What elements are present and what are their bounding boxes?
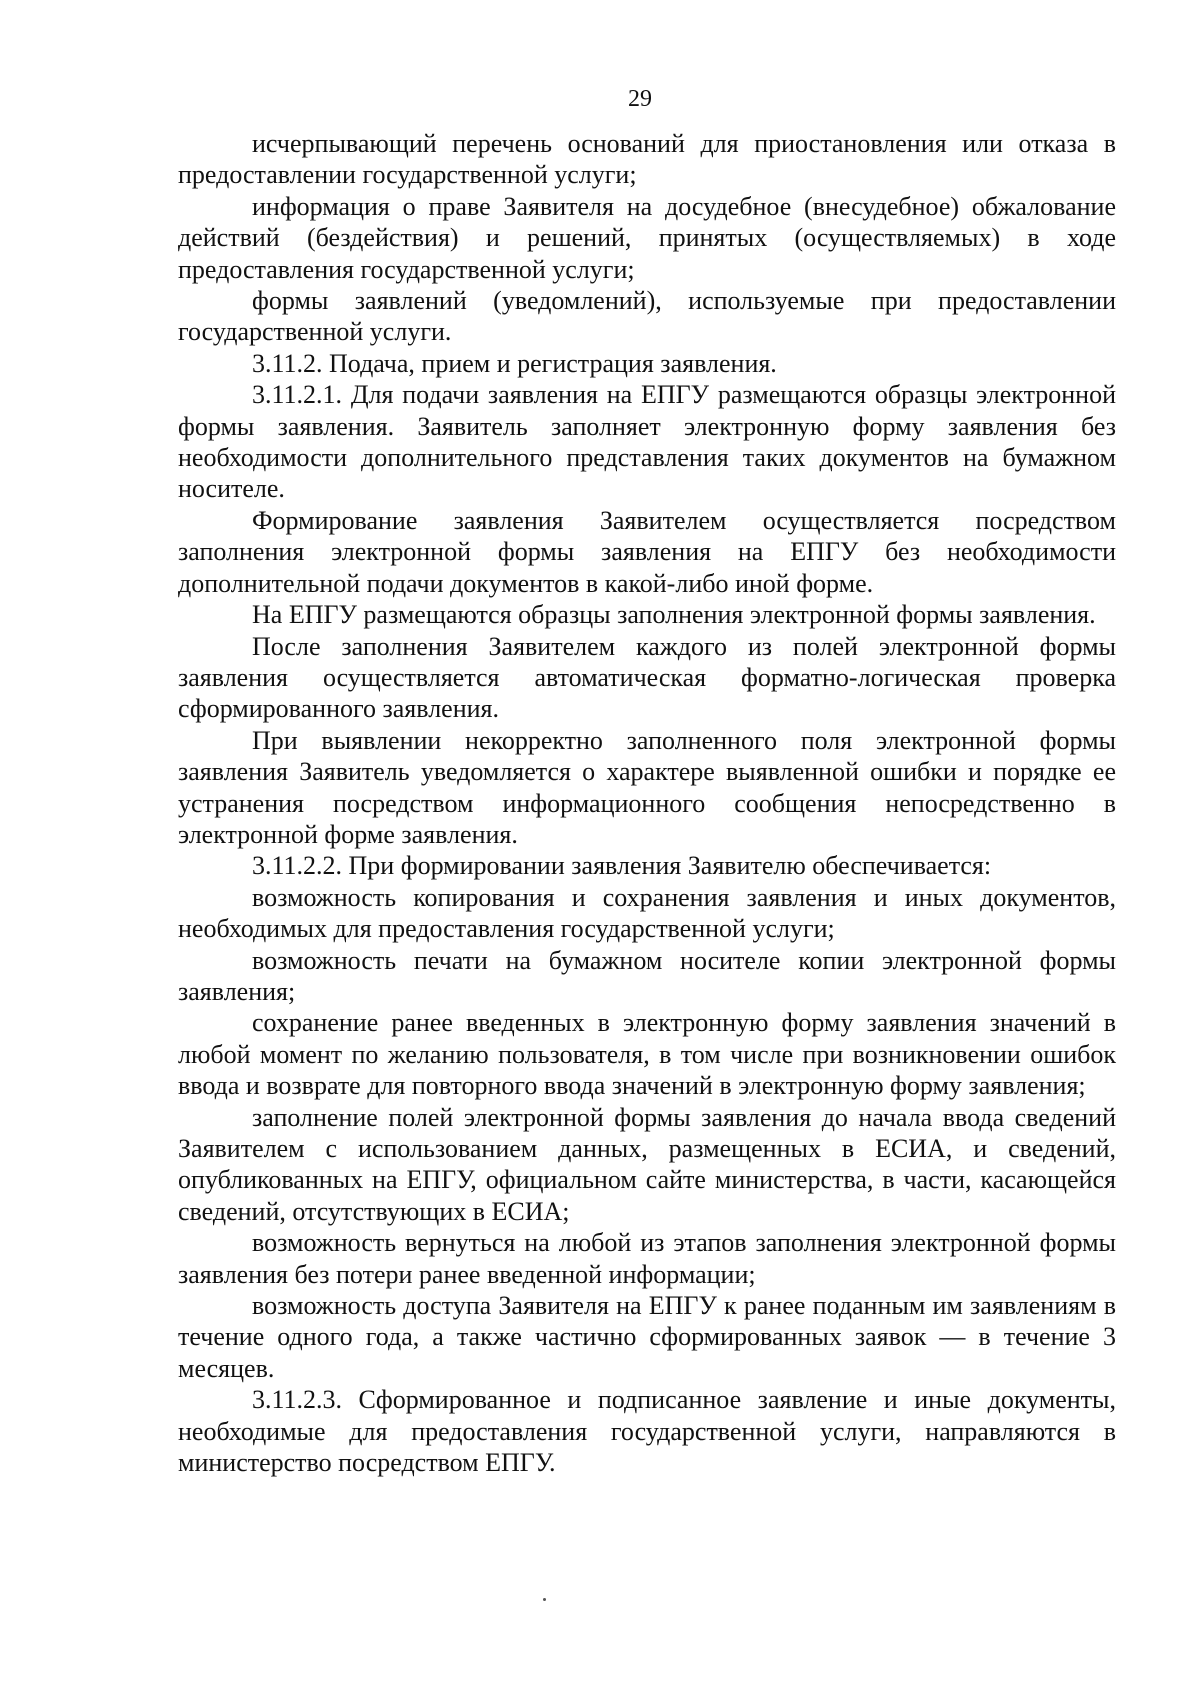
paragraph: После заполнения Заявителем каждого из полей электронной формы заявления осуществляется автоматическая форматно-логическая проверка сформированного заявления. [178,631,1116,724]
paragraph: информация о праве Заявителя на досудебное (внесудебное) обжалование действий (бездействия) и решений, принятых (осуществляемых) в ходе предоставления государственной услуги; [178,191,1116,284]
list-item: сохранение ранее введенных в электронную форму заявления значений в любой момент по желанию пользователя, в том числе при возникновении ошибок ввода и возврате для повторного ввода значений в электронную форму заявления; [178,1008,1116,1101]
list-item: возможность копирования и сохранения заявления и иных документов, необходимых для предоставления государственной услуги; [178,882,1116,944]
section-heading: 3.11.2. Подача, прием и регистрация заявления. [252,348,777,378]
paragraph: исчерпывающий перечень оснований для приостановления или отказа в предоставлении государственной услуги; [178,129,1116,190]
list-item: возможность печати на бумажном носителе копии электронной формы заявления; [178,945,1116,1006]
paragraph: При выявлении некорректно заполненного поля электронной формы заявления Заявитель уведомляется о характере выявленной ошибки и порядке ее устранения посредством информационного сообщения непосредственно в электронной форме заявления. [178,725,1116,849]
scan-speck [543,1598,546,1601]
paragraph: 3.11.2.1. Для подачи заявления на ЕПГУ размещаются образцы электронной формы заявления. Заявитель заполняет электронную форму заявления без необходимости дополнительного представления таких документов на бумажном носителе. [178,380,1116,504]
paragraph: 3.11.2.3. Сформированное и подписанное заявление и иные документы, необходимые для предоставления государственной услуги, направляются в министерство посредством ЕПГУ. [178,1385,1116,1478]
paragraph: На ЕПГУ размещаются образцы заполнения электронной формы заявления. [252,600,1096,630]
list-item: возможность вернуться на любой из этапов заполнения электронной формы заявления без потери ранее введенной информации; [178,1228,1116,1289]
document-body [178,128,1116,1478]
list-item: заполнение полей электронной формы заявления до начала ввода сведений Заявителем с использованием данных, размещенных в ЕСИА, и сведений, опубликованных на ЕПГУ, официальном сайте министерства, в части, касающейся сведений, отсутствующих в ЕСИА; [178,1102,1116,1226]
list-item: возможность доступа Заявителя на ЕПГУ к ранее поданным им заявлениям в течение одного года, а также частично сформированных заявок — в течение 3 месяцев. [178,1291,1116,1383]
paragraph: 3.11.2.2. При формировании заявления Заявителю обеспечивается: [252,851,992,881]
paragraph: формы заявлений (уведомлений), используемые при предоставлении государственной услуги. [178,286,1116,347]
page-number: 29 [628,86,652,112]
paragraph: Формирование заявления Заявителем осуществляется посредством заполнения электронной формы заявления на ЕПГУ без необходимости дополнительной подачи документов в какой-либо иной форме. [178,505,1116,598]
